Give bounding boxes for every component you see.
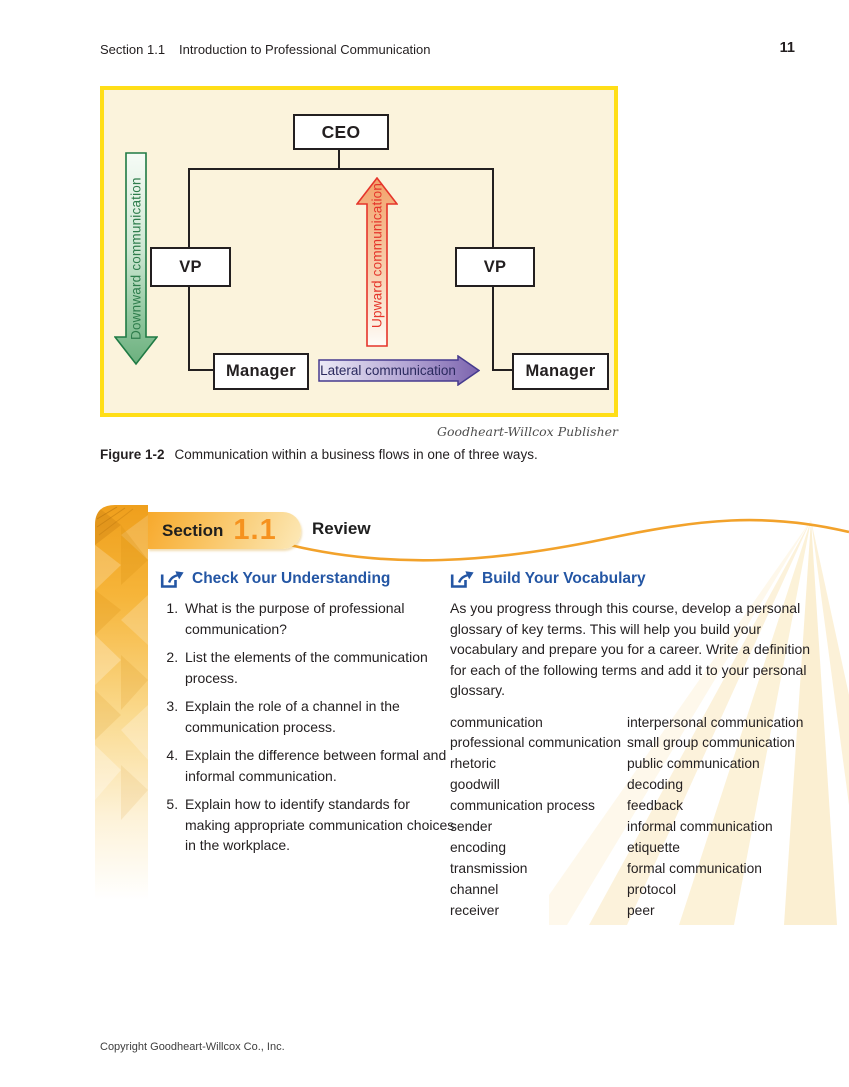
vocab-term: informal communication: [627, 819, 773, 835]
vocab-term: channel: [450, 881, 499, 897]
figure-1-2: [100, 86, 618, 417]
vocab-term: receiver: [450, 902, 500, 918]
vocab-term: protocol: [627, 881, 677, 897]
figure-caption-label: Figure 1-2: [100, 447, 165, 462]
check-questions: [160, 598, 456, 856]
connector-line: [188, 168, 493, 170]
org-node-vp-left: VP: [150, 247, 231, 287]
vocab-term: communication process: [450, 798, 595, 814]
question-item: 4. Explain the difference between formal and informal communication.: [182, 745, 456, 786]
running-head: [100, 42, 431, 57]
figure-caption-text: Communication within a business flows in one of three ways.: [174, 447, 538, 462]
down-arrow-label: Downward communication: [128, 177, 144, 341]
running-head-section: Section 1.1: [100, 42, 166, 57]
vocab-term: etiquette: [627, 839, 680, 855]
share-arrow-icon: [160, 569, 184, 589]
connector-line: [492, 369, 513, 371]
section-number: 1.1: [233, 514, 277, 546]
vocab-term: peer: [627, 902, 655, 918]
connector-line: [492, 168, 494, 248]
build-your-vocabulary: [450, 569, 812, 922]
check-title: Check Your Understanding: [192, 570, 391, 587]
question-item: 3. Explain the role of a channel in the communication process.: [182, 696, 456, 737]
vocab-term: encoding: [450, 839, 507, 855]
question-item: 1. What is the purpose of professional communication?: [182, 598, 456, 639]
up-arrow-label: Upward communication: [369, 182, 385, 328]
vocab-term: feedback: [627, 798, 683, 814]
vocab-title: Build Your Vocabulary: [482, 570, 646, 587]
share-arrow-icon: [450, 569, 474, 589]
question-item: 2. List the elements of the communication process.: [182, 647, 456, 688]
vocab-term: decoding: [627, 777, 684, 793]
org-node-manager-right: Manager: [512, 353, 609, 390]
review-word: Review: [312, 519, 371, 538]
vocab-term: sender: [450, 819, 493, 835]
downward-communication-arrow: [114, 152, 158, 366]
vocab-column-1: [450, 713, 622, 922]
connector-line: [188, 282, 190, 370]
figure-caption: [100, 447, 538, 462]
upward-communication-arrow: [356, 177, 398, 347]
figure-attribution: Goodheart-Willcox Publisher: [437, 424, 618, 439]
vocab-term: small group communication: [627, 735, 795, 751]
section-review: [0, 505, 849, 935]
org-node-ceo: CEO: [293, 114, 389, 150]
vocab-intro: As you progress through this course, develop a personal glossary of key terms. This will help you build your vocabulary and prepare you for a career. Write a definition for each of the following terms and add it to your personal glossary.: [450, 600, 811, 698]
lateral-arrow-label: Lateral communication: [320, 363, 456, 378]
page-number: 11: [779, 40, 795, 56]
section-word: Section: [162, 520, 224, 540]
mosaic-strip: [95, 505, 148, 921]
connector-line: [492, 282, 494, 370]
org-node-manager-left: Manager: [213, 353, 309, 390]
vocab-term-list: [450, 713, 812, 922]
org-chart: [104, 90, 614, 413]
org-node-vp-right: VP: [455, 247, 535, 287]
connector-line: [188, 369, 214, 371]
question-item: 5. Explain how to identify standards for making appropriate communication choices in the workplace.: [182, 794, 456, 856]
check-your-understanding: [160, 569, 456, 864]
vocab-term: public communication: [627, 756, 760, 772]
vocab-term: professional communication: [450, 735, 622, 751]
vocab-term: goodwill: [450, 777, 500, 793]
lateral-communication-arrow: [318, 355, 480, 386]
vocab-column-2: [627, 713, 803, 922]
vocab-term: rhetoric: [450, 756, 497, 772]
vocab-term: interpersonal communication: [627, 714, 804, 730]
running-head-title: Introduction to Professional Communication: [179, 42, 431, 57]
vocab-term: formal communication: [627, 860, 762, 876]
vocab-heading: [450, 569, 812, 589]
connector-line: [188, 168, 190, 248]
vocab-term: transmission: [450, 860, 528, 876]
check-heading: [160, 569, 456, 589]
vocab-term: communication: [450, 714, 543, 730]
section-review-pill: [148, 512, 301, 549]
copyright-footer: Copyright Goodheart-Willcox Co., Inc.: [100, 1041, 285, 1053]
